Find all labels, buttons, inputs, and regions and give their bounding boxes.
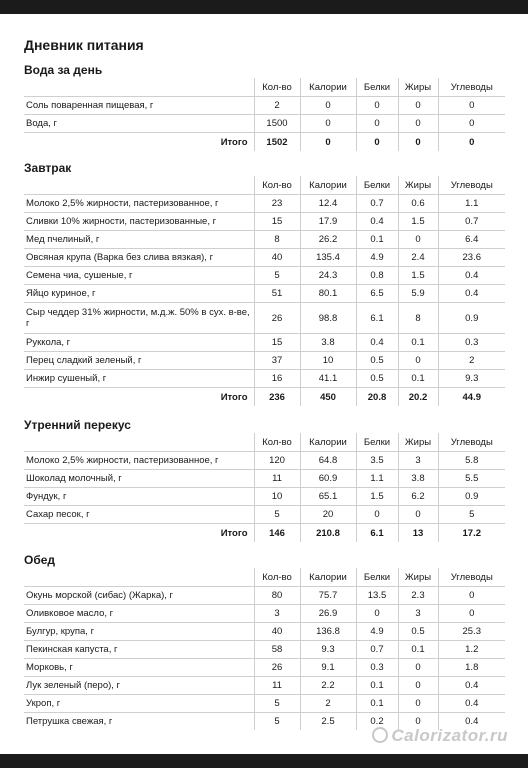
value-cell: 0.4 [438, 267, 505, 285]
value-cell: 51 [254, 285, 300, 303]
food-name-cell: Сахар песок, г [24, 506, 254, 524]
value-cell: 0.6 [398, 195, 438, 213]
total-value: 6.1 [356, 524, 398, 543]
value-cell: 9.1 [300, 659, 356, 677]
food-name-cell: Овсяная крупа (Варка без слива вязкая), г [24, 249, 254, 267]
value-cell: 0.7 [438, 213, 505, 231]
value-cell: 41.1 [300, 370, 356, 388]
value-cell: 75.7 [300, 587, 356, 605]
header-blank [24, 568, 254, 587]
value-cell: 0.1 [356, 695, 398, 713]
value-cell: 135.4 [300, 249, 356, 267]
column-header: Белки [356, 176, 398, 195]
food-name-cell: Оливковое масло, г [24, 605, 254, 623]
column-header: Кол-во [254, 568, 300, 587]
column-header: Кол-во [254, 433, 300, 452]
table-row [24, 470, 505, 488]
value-cell: 10 [300, 352, 356, 370]
section-title: Завтрак [24, 161, 72, 175]
value-cell: 1.1 [356, 470, 398, 488]
food-name-cell: Яйцо куриное, г [24, 285, 254, 303]
food-name-cell: Семена чиа, сушеные, г [24, 267, 254, 285]
table-header-row [24, 433, 505, 452]
value-cell: 0.1 [356, 677, 398, 695]
column-header: Углеводы [438, 78, 505, 97]
value-cell: 0.3 [356, 659, 398, 677]
food-name-cell: Мед пчелиный, г [24, 231, 254, 249]
value-cell: 9.3 [300, 641, 356, 659]
value-cell: 2 [438, 352, 505, 370]
value-cell: 0 [398, 115, 438, 133]
value-cell: 2 [300, 695, 356, 713]
value-cell: 3 [398, 605, 438, 623]
value-cell: 5 [254, 506, 300, 524]
food-name-cell: Укроп, г [24, 695, 254, 713]
value-cell: 2.5 [300, 713, 356, 731]
food-name-cell: Морковь, г [24, 659, 254, 677]
value-cell: 1.5 [398, 267, 438, 285]
table-header-row [24, 176, 505, 195]
value-cell: 0 [300, 115, 356, 133]
value-cell: 1.1 [438, 195, 505, 213]
value-cell: 0.4 [438, 285, 505, 303]
table-row [24, 97, 505, 115]
value-cell: 2.4 [398, 249, 438, 267]
value-cell: 0 [398, 713, 438, 731]
table-row [24, 195, 505, 213]
value-cell: 26.2 [300, 231, 356, 249]
value-cell: 0.4 [356, 213, 398, 231]
table-row [24, 587, 505, 605]
table-row [24, 677, 505, 695]
value-cell: 2 [254, 97, 300, 115]
column-header: Жиры [398, 568, 438, 587]
table-header-row [24, 568, 505, 587]
morning-snack-table [24, 433, 505, 542]
value-cell: 0 [438, 97, 505, 115]
value-cell: 1500 [254, 115, 300, 133]
value-cell: 58 [254, 641, 300, 659]
value-cell: 0 [398, 231, 438, 249]
table-row [24, 231, 505, 249]
value-cell: 0.2 [356, 713, 398, 731]
value-cell: 3 [398, 452, 438, 470]
food-name-cell: Фундук, г [24, 488, 254, 506]
food-name-cell: Пекинская капуста, г [24, 641, 254, 659]
value-cell: 136.8 [300, 623, 356, 641]
value-cell: 64.8 [300, 452, 356, 470]
total-value: 236 [254, 388, 300, 407]
food-name-cell: Окунь морской (сибас) (Жарка), г [24, 587, 254, 605]
value-cell: 0.9 [438, 488, 505, 506]
value-cell: 6.4 [438, 231, 505, 249]
value-cell: 0 [398, 352, 438, 370]
value-cell: 0 [398, 97, 438, 115]
value-cell: 15 [254, 213, 300, 231]
value-cell: 23 [254, 195, 300, 213]
value-cell: 0.1 [398, 334, 438, 352]
value-cell: 26 [254, 303, 300, 334]
header-blank [24, 78, 254, 97]
value-cell: 5.9 [398, 285, 438, 303]
column-header: Кол-во [254, 176, 300, 195]
value-cell: 25.3 [438, 623, 505, 641]
value-cell: 5 [254, 695, 300, 713]
value-cell: 8 [398, 303, 438, 334]
water-table [24, 78, 505, 151]
column-header: Калории [300, 433, 356, 452]
column-header: Кол-во [254, 78, 300, 97]
value-cell: 26.9 [300, 605, 356, 623]
value-cell: 1.5 [398, 213, 438, 231]
value-cell: 17.9 [300, 213, 356, 231]
header-blank [24, 433, 254, 452]
section-breakfast [24, 160, 505, 406]
table-row [24, 115, 505, 133]
value-cell: 0 [300, 97, 356, 115]
value-cell: 0.7 [356, 641, 398, 659]
value-cell: 23.6 [438, 249, 505, 267]
total-label: Итого [24, 524, 254, 543]
value-cell: 8 [254, 231, 300, 249]
top-border [0, 0, 528, 14]
value-cell: 0.4 [438, 695, 505, 713]
food-name-cell: Шоколад молочный, г [24, 470, 254, 488]
food-name-cell: Булгур, крупа, г [24, 623, 254, 641]
total-value: 17.2 [438, 524, 505, 543]
value-cell: 6.1 [356, 303, 398, 334]
food-name-cell: Соль поваренная пищевая, г [24, 97, 254, 115]
value-cell: 40 [254, 249, 300, 267]
table-row [24, 659, 505, 677]
column-header: Калории [300, 176, 356, 195]
food-name-cell: Лук зеленый (перо), г [24, 677, 254, 695]
total-label: Итого [24, 388, 254, 407]
value-cell: 26 [254, 659, 300, 677]
value-cell: 5 [254, 267, 300, 285]
food-name-cell: Вода, г [24, 115, 254, 133]
total-value: 44.9 [438, 388, 505, 407]
table-row [24, 285, 505, 303]
column-header: Белки [356, 433, 398, 452]
value-cell: 16 [254, 370, 300, 388]
food-name-cell: Молоко 2,5% жирности, пастеризованное, г [24, 452, 254, 470]
total-value: 20.2 [398, 388, 438, 407]
page-title: Дневник питания [24, 37, 144, 53]
table-row [24, 506, 505, 524]
value-cell: 0 [438, 605, 505, 623]
value-cell: 60.9 [300, 470, 356, 488]
value-cell: 0 [398, 695, 438, 713]
total-value: 0 [300, 133, 356, 152]
column-header: Белки [356, 568, 398, 587]
table-row [24, 267, 505, 285]
value-cell: 0 [356, 605, 398, 623]
value-cell: 0 [438, 587, 505, 605]
table-row [24, 605, 505, 623]
column-header: Углеводы [438, 433, 505, 452]
value-cell: 1.5 [356, 488, 398, 506]
value-cell: 0.4 [438, 713, 505, 731]
total-label: Итого [24, 133, 254, 152]
value-cell: 0.1 [356, 231, 398, 249]
value-cell: 0.1 [398, 641, 438, 659]
value-cell: 0 [356, 115, 398, 133]
value-cell: 0 [356, 506, 398, 524]
table-row [24, 249, 505, 267]
total-value: 146 [254, 524, 300, 543]
bottom-border [0, 754, 528, 768]
total-value: 0 [356, 133, 398, 152]
value-cell: 0 [398, 506, 438, 524]
value-cell: 6.5 [356, 285, 398, 303]
lunch-table [24, 568, 505, 730]
value-cell: 9.3 [438, 370, 505, 388]
value-cell: 0.1 [398, 370, 438, 388]
section-title: Утренний перекус [24, 418, 131, 432]
table-row [24, 488, 505, 506]
table-row [24, 623, 505, 641]
section-title: Обед [24, 553, 56, 567]
section-water [24, 62, 505, 151]
value-cell: 4.9 [356, 623, 398, 641]
food-name-cell: Петрушка свежая, г [24, 713, 254, 731]
value-cell: 0.9 [438, 303, 505, 334]
table-header-row [24, 78, 505, 97]
value-cell: 24.3 [300, 267, 356, 285]
value-cell: 1.2 [438, 641, 505, 659]
header-blank [24, 176, 254, 195]
value-cell: 65.1 [300, 488, 356, 506]
total-value: 0 [398, 133, 438, 152]
value-cell: 20 [300, 506, 356, 524]
value-cell: 0 [398, 677, 438, 695]
value-cell: 80.1 [300, 285, 356, 303]
table-row [24, 452, 505, 470]
logo-icon [372, 727, 388, 743]
total-value: 1502 [254, 133, 300, 152]
total-row [24, 524, 505, 543]
value-cell: 0.8 [356, 267, 398, 285]
food-name-cell: Инжир сушеный, г [24, 370, 254, 388]
food-name-cell: Руккола, г [24, 334, 254, 352]
value-cell: 40 [254, 623, 300, 641]
column-header: Углеводы [438, 176, 505, 195]
value-cell: 3.8 [398, 470, 438, 488]
value-cell: 0.3 [438, 334, 505, 352]
total-value: 0 [438, 133, 505, 152]
column-header: Жиры [398, 176, 438, 195]
table-row [24, 370, 505, 388]
value-cell: 12.4 [300, 195, 356, 213]
value-cell: 120 [254, 452, 300, 470]
total-row [24, 133, 505, 152]
value-cell: 0.4 [356, 334, 398, 352]
value-cell: 15 [254, 334, 300, 352]
value-cell: 37 [254, 352, 300, 370]
value-cell: 5 [254, 713, 300, 731]
value-cell: 3.5 [356, 452, 398, 470]
food-name-cell: Молоко 2,5% жирности, пастеризованное, г [24, 195, 254, 213]
table-row [24, 641, 505, 659]
value-cell: 0.5 [398, 623, 438, 641]
food-name-cell: Сыр чеддер 31% жирности, м.д.ж. 50% в сух. в-ве, г [24, 303, 254, 334]
total-value: 13 [398, 524, 438, 543]
column-header: Жиры [398, 433, 438, 452]
value-cell: 98.8 [300, 303, 356, 334]
table-row [24, 334, 505, 352]
value-cell: 10 [254, 488, 300, 506]
table-row [24, 695, 505, 713]
value-cell: 0.4 [438, 677, 505, 695]
column-header: Калории [300, 78, 356, 97]
total-row [24, 388, 505, 407]
value-cell: 4.9 [356, 249, 398, 267]
value-cell: 11 [254, 677, 300, 695]
value-cell: 3.8 [300, 334, 356, 352]
column-header: Белки [356, 78, 398, 97]
food-name-cell: Перец сладкий зеленый, г [24, 352, 254, 370]
value-cell: 5.5 [438, 470, 505, 488]
total-value: 20.8 [356, 388, 398, 407]
column-header: Жиры [398, 78, 438, 97]
value-cell: 11 [254, 470, 300, 488]
total-value: 450 [300, 388, 356, 407]
column-header: Углеводы [438, 568, 505, 587]
column-header: Калории [300, 568, 356, 587]
table-row [24, 213, 505, 231]
value-cell: 6.2 [398, 488, 438, 506]
value-cell: 5.8 [438, 452, 505, 470]
food-name-cell: Сливки 10% жирности, пастеризованные, г [24, 213, 254, 231]
table-row [24, 303, 505, 334]
value-cell: 0 [398, 659, 438, 677]
value-cell: 0.5 [356, 352, 398, 370]
value-cell: 0.7 [356, 195, 398, 213]
value-cell: 13.5 [356, 587, 398, 605]
table-row [24, 352, 505, 370]
value-cell: 0 [356, 97, 398, 115]
breakfast-table [24, 176, 505, 406]
watermark: Calorizator.ru [372, 726, 508, 746]
value-cell: 1.8 [438, 659, 505, 677]
value-cell: 5 [438, 506, 505, 524]
section-lunch [24, 552, 505, 730]
section-morning-snack [24, 417, 505, 542]
value-cell: 2.3 [398, 587, 438, 605]
total-value: 210.8 [300, 524, 356, 543]
value-cell: 80 [254, 587, 300, 605]
value-cell: 0.5 [356, 370, 398, 388]
value-cell: 2.2 [300, 677, 356, 695]
value-cell: 3 [254, 605, 300, 623]
value-cell: 0 [438, 115, 505, 133]
section-title: Вода за день [24, 63, 103, 77]
